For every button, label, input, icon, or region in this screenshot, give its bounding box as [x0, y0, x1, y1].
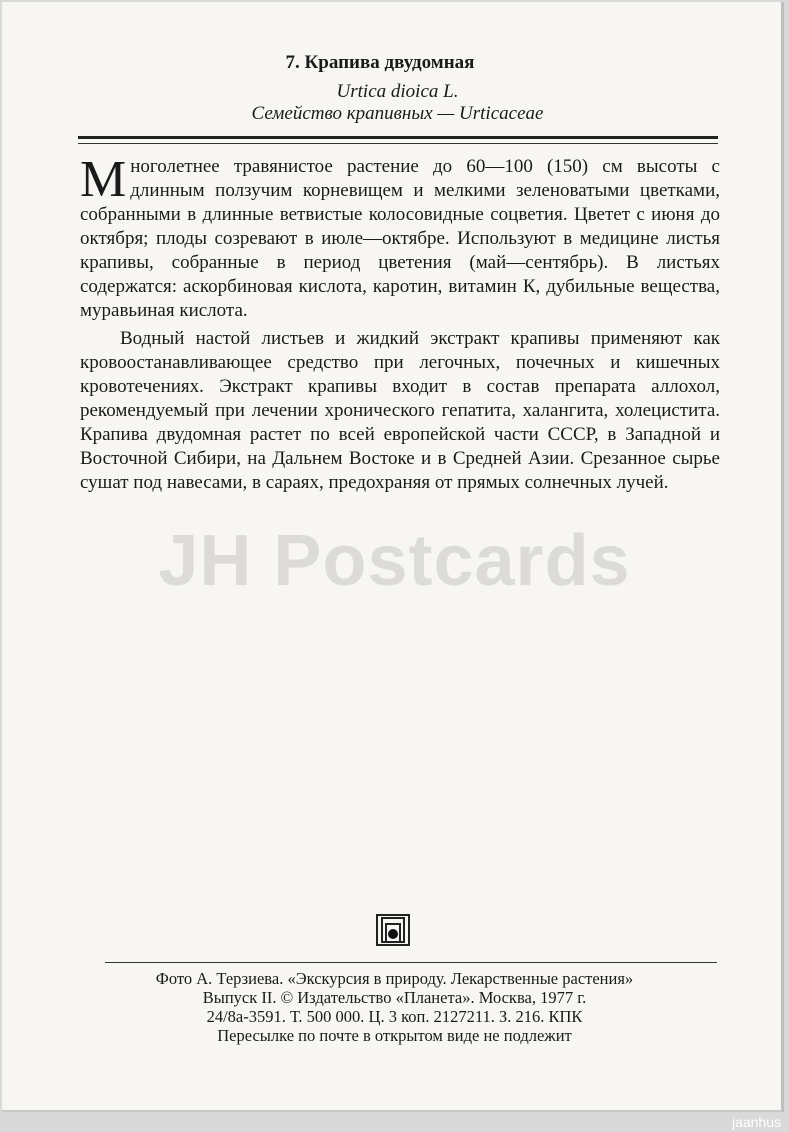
credits-line-1: Фото А. Терзиева. «Экскурсия в природу. Лекарственные растения» [155, 969, 634, 988]
credits-line-2: Выпуск II. © Издательство «Планета». Москва, 1977 г. [202, 988, 587, 1007]
latin-name: Urtica dioica L. [336, 81, 459, 102]
credits-line-4: Пересылке по почте в открытом виде не подлежит [217, 1026, 572, 1045]
paragraph-1 [80, 151, 720, 323]
header-rule-thick [78, 136, 718, 139]
credits-rule [105, 962, 717, 963]
dropcap-letter: М [80, 151, 127, 208]
paragraph-1-text: ноголетнее травянистое растение до 60—100 (150) см высоты с длинным ползучим корневищем и мелкими зеленоватыми цветками, собранными в длинные ветвистые колосовидные соцветия. Цветет с июня до октября; плоды созревают в июле—октябре. Используют в медицине листья крапивы, собранные в период цветения (май—сентябрь). В листьях содержатся: аскорбиновая кислота, каротин, витамин К, дубильные вещества, муравьиная кислота. [80, 156, 720, 321]
header-rule-thin [78, 143, 718, 144]
corner-watermark: jaanhus [731, 1114, 781, 1130]
watermark-text: JH Postcards [158, 521, 631, 601]
credits-line-3: 24/8а-3591. Т. 500 000. Ц. 3 коп. 2127211. З. 216. КПК [206, 1007, 583, 1026]
planeta-logo-icon [376, 914, 410, 946]
plant-family: Семейство крапивных — Urticaceae [251, 103, 544, 124]
publisher-credits [0, 969, 789, 1045]
plant-title: 7. Крапива двудомная [285, 52, 475, 73]
paragraph-2: Водный настой листьев и жидкий экстракт крапивы применяют как кровоостанавливающее средство при легочных, почечных и кишечных кровотечениях. Экстракт крапивы входит в состав препарата аллохол, рекомендуемый при лечении хронического гепатита, халангита, холецистита. Крапива двудомная растет по всей европейской части СССР, в Западной и Восточной Сибири, на Дальнем Востоке и в Средней Азии. Срезанное сырье сушат под навесами, в сараях, предохраняя от прямых солнечных лучей. [80, 328, 720, 493]
description-text [80, 151, 720, 495]
